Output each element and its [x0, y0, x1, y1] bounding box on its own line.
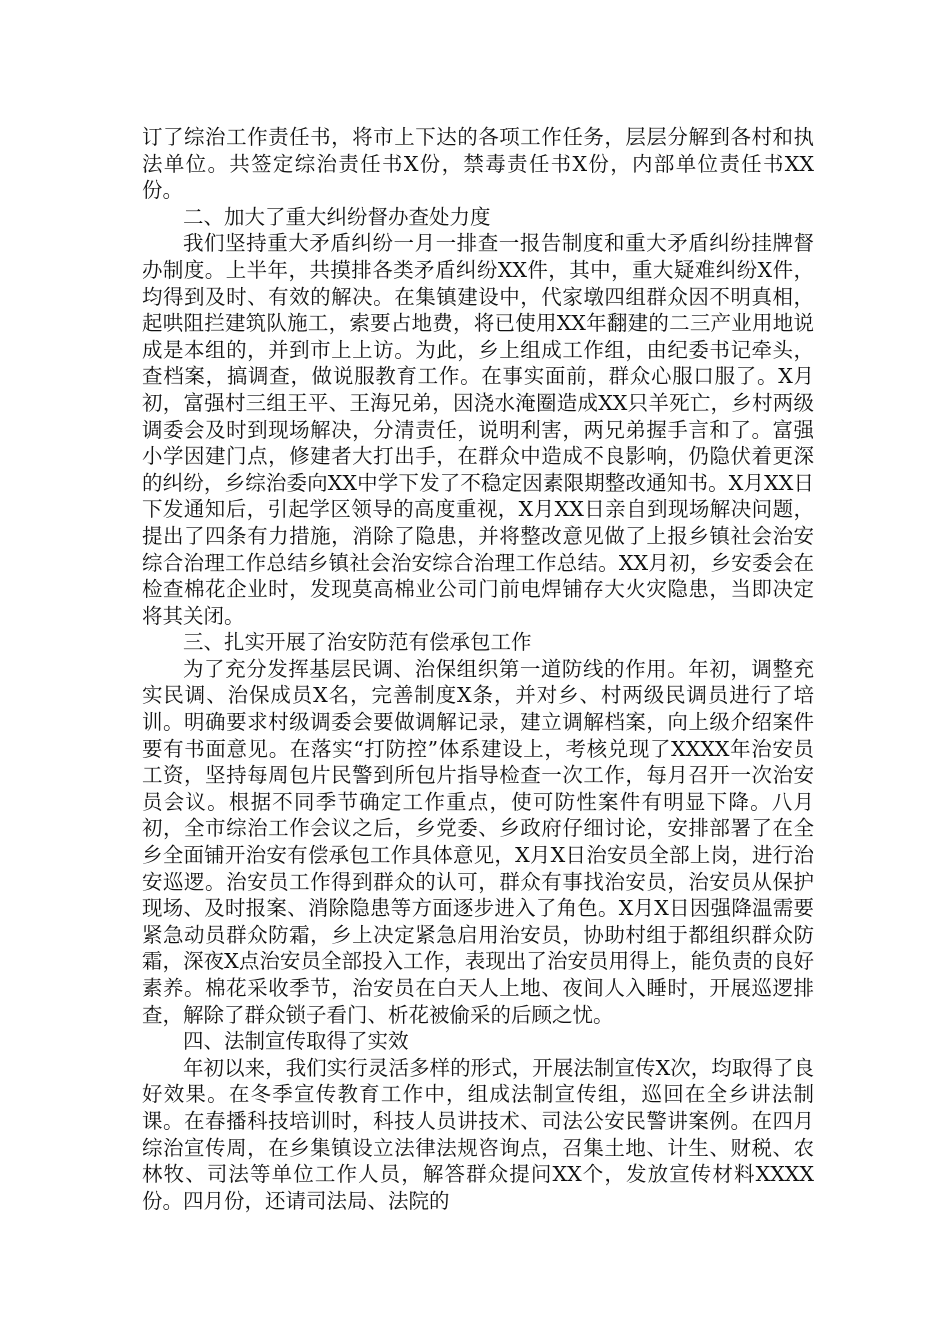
paragraph-continuation: 订了综治工作责任书，将市上下达的各项工作任务，层层分解到各村和执法单位。共签定综治责任书X份，禁毒责任书X份，内部单位责任书XX份。: [142, 125, 814, 203]
document-body: [142, 124, 814, 1214]
paragraph-section-3: 为了充分发挥基层民调、治保组织第一道防线的作用。年初，调整充实民调、治保成员X名，完善制度X条，并对乡、村两级民调员进行了培训。明确要求村级调委会要做调解记录，建立调解档案，向上级介绍案件要有书面意见。在落实“打防控”体系建设上，考核兑现了XXXX年治安员工资，坚持每周包片民警到所包片指导检查一次工作，每月召开一次治安员会议。根据不同季节确定工作重点，使可防性案件有明显下降。八月初，全市综治工作会议之后，乡党委、乡政府仔细讨论，安排部署了在全乡全面铺开治安有偿承包工作具体意见，X月X日治安员全部上岗，进行治安巡逻。治安员工作得到群众的认可，群众有事找治安员，治安员从保护现场、及时报案、消除隐患等方面逐步进入了角色。X月X日因强降温需要紧急动员群众防霜，乡上决定紧急启用治安员，协助村组于都组织群众防霜，深夜X点治安员全部投入工作，表现出了治安员用得上，能负责的良好素养。棉花采收季节，治安员在白天人上地、夜间人入睡时，开展巡逻排查，解除了群众锁子看门、析花被偷采的后顾之忧。: [142, 656, 814, 1027]
section-heading-2: 二、加大了重大纠纷督办查处力度: [183, 204, 491, 229]
paragraph-section-4: 年初以来，我们实行灵活多样的形式，开展法制宣传X次，均取得了良好效果。在冬季宣传教育工作中，组成法制宣传组，巡回在全乡讲法制课。在春播科技培训时，科技人员讲技术、司法公安民警讲案例。在四月综治宣传周，在乡集镇设立法律法规咨询点，召集土地、计生、财税、农林牧、司法等单位工作人员，解答群众提问XX个，发放宣传材料XXXX份。四月份，还请司法局、法院的: [142, 1055, 814, 1213]
section-heading-3: 三、扎实开展了治安防范有偿承包工作: [183, 630, 532, 655]
paragraph-section-2: 我们坚持重大矛盾纠纷一月一排查一报告制度和重大矛盾纠纷挂牌督办制度。上半年，共摸排各类矛盾纠纷XX件，其中，重大疑难纠纷X件，均得到及时、有效的解决。在集镇建设中，代家墩四组群众因不明真相，起哄阻拦建筑队施工，索要占地费，将已使用XX年翻建的二三产业用地说成是本组的，并到市上上访。为此，乡上组成工作组，由纪委书记牵头，查档案，搞调查，做说服教育工作。在事实面前，群众心服口服了。X月初，富强村三组王平、王海兄弟，因浇水淹圈造成XX只羊死亡，乡村两级调委会及时到现场解决，分清责任，说明利害，两兄弟握手言和了。富强小学因建门点，修建者大打出手，在群众中造成不良影响，仍隐伏着更深的纠纷，乡综治委向XX中学下发了不稳定因素限期整改通知书。X月XX日下发通知后，引起学区领导的高度重视，X月XX日亲自到现场解决问题，提出了四条有力措施，消除了隐患，并将整改意见做了上报乡镇社会治安综合治理工作总结乡镇社会治安综合治理工作总结。XX月初，乡安委会在检查棉花企业时，发现莫高棉业公司门前电焊铺存大火灾隐患，当即决定将其关闭。: [142, 231, 814, 628]
section-heading-4: 四、法制宣传取得了实效: [183, 1029, 409, 1054]
